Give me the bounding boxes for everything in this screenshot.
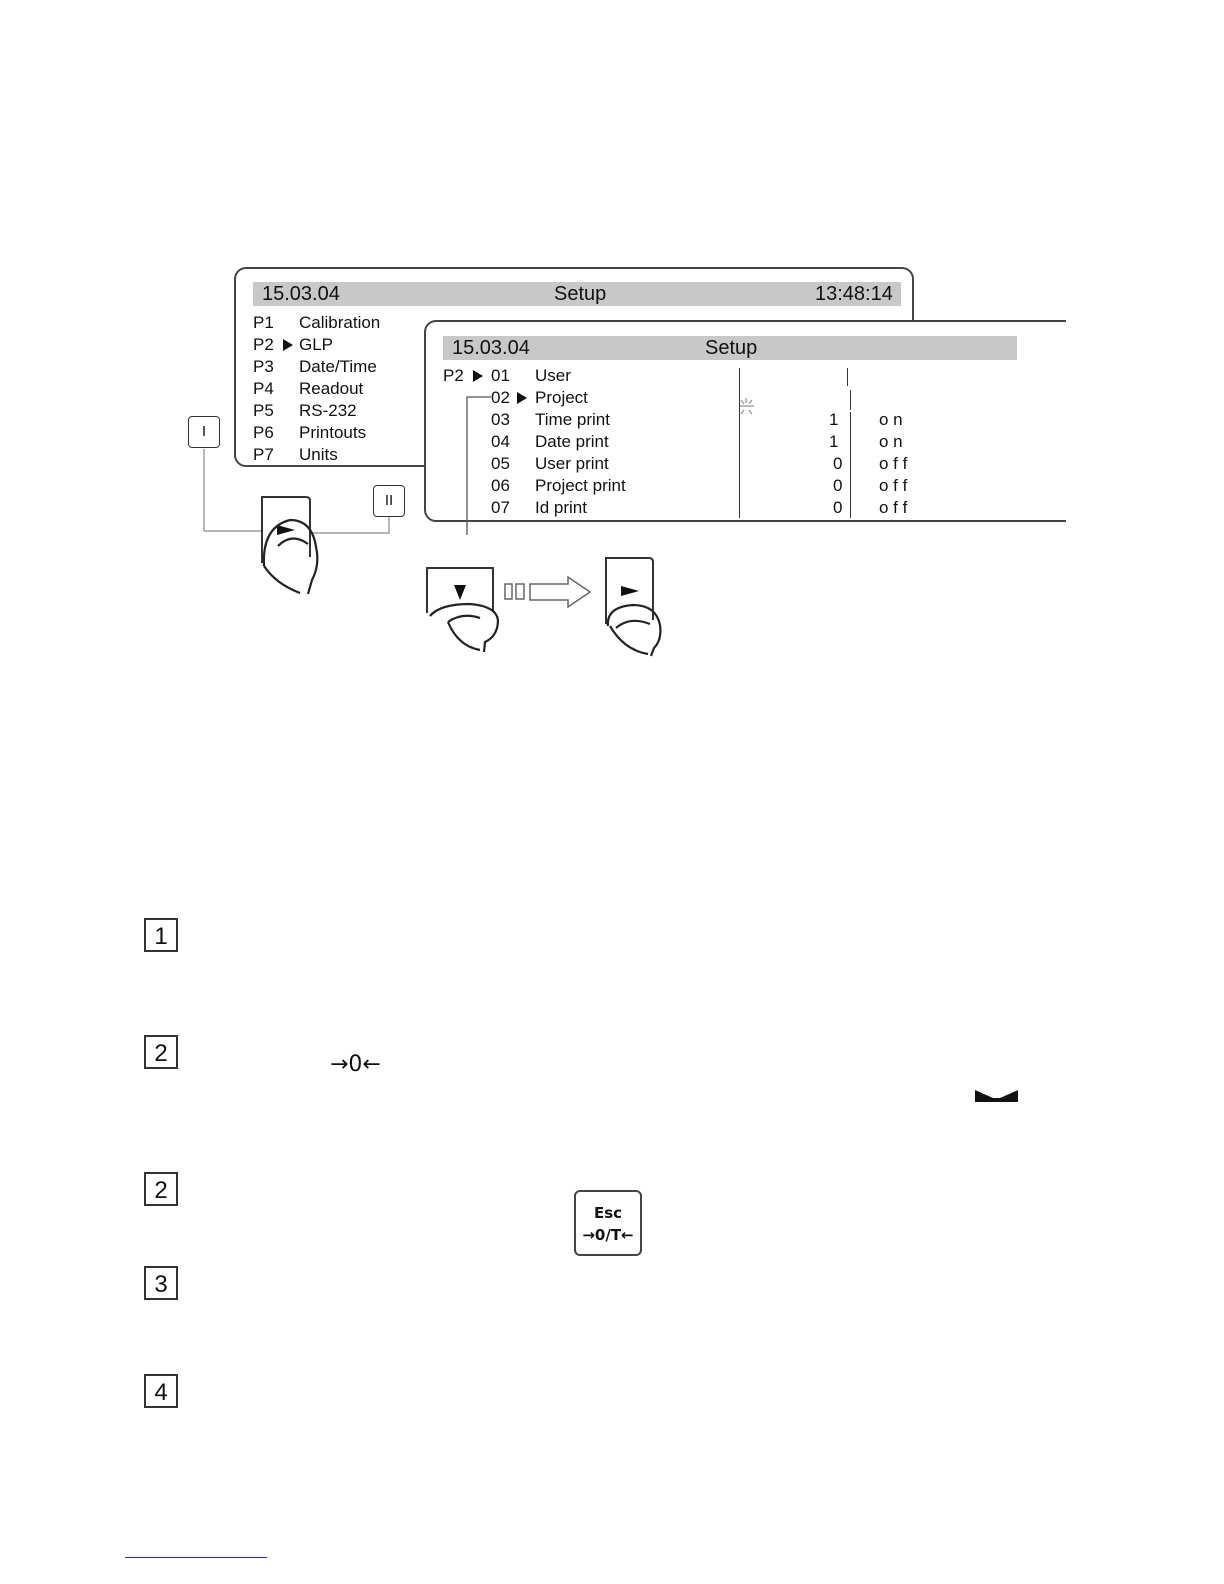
setup-panel-glp: 15.03.04 Setup P2 01 User 02 Project 03 Time print 1 o n 04 Date print 1 o n 05 User print 0 o f f 06 Project print 0 o f f 07 Id print 0 o f f — [424, 320, 1066, 522]
level-indicator-icon — [975, 1090, 1018, 1102]
right-key-icon — [606, 558, 653, 624]
item-state: o f f — [879, 454, 908, 473]
item-state: o f f — [879, 476, 908, 495]
parent-code: P2 — [443, 366, 464, 385]
item-state: o f f — [879, 498, 908, 517]
callout-step-ii: II — [373, 485, 405, 517]
item-value: 1 — [829, 410, 839, 429]
step-number-2b: 2 — [144, 1172, 178, 1206]
step-number-1: 1 — [144, 918, 178, 952]
zero-indicator-symbol: →0← — [330, 1052, 381, 1077]
esc-key-label: Esc — [593, 1204, 623, 1222]
item-value: 0 — [833, 454, 843, 473]
tare-key-label: →0/T← — [582, 1226, 634, 1244]
connector-line-i — [204, 449, 262, 531]
callout-step-i: I — [188, 416, 220, 448]
header-time: 13:48:14 — [815, 283, 893, 305]
header-date: 15.03.04 — [452, 337, 530, 359]
item-value: 0 — [833, 498, 843, 517]
header-title: Setup — [705, 337, 758, 359]
item-state: o n — [879, 432, 903, 451]
step-number-3: 3 — [144, 1266, 178, 1300]
esc-tare-key[interactable] — [574, 1190, 642, 1256]
project-connector-line — [467, 397, 491, 535]
setup-panel-main: 15.03.04 Setup 13:48:14 P1 Calibration P2 GLP P3 Date/Time P4 Readout P5 RS-232 P6 Printouts P7 Units — [234, 267, 914, 467]
transition-arrow-icon — [505, 577, 590, 607]
header-title: Setup — [554, 283, 607, 305]
right-key-icon — [262, 497, 310, 563]
step-number-4: 4 — [144, 1374, 178, 1408]
step-number-2: 2 — [144, 1035, 178, 1069]
item-value: 1 — [829, 432, 839, 451]
connector-line-ii — [310, 517, 389, 533]
footer-link-underline — [125, 1557, 267, 1558]
blinking-cursor-icon — [740, 398, 754, 414]
header-date: 15.03.04 — [262, 283, 340, 305]
item-value: 0 — [833, 476, 843, 495]
item-state: o n — [879, 410, 903, 429]
